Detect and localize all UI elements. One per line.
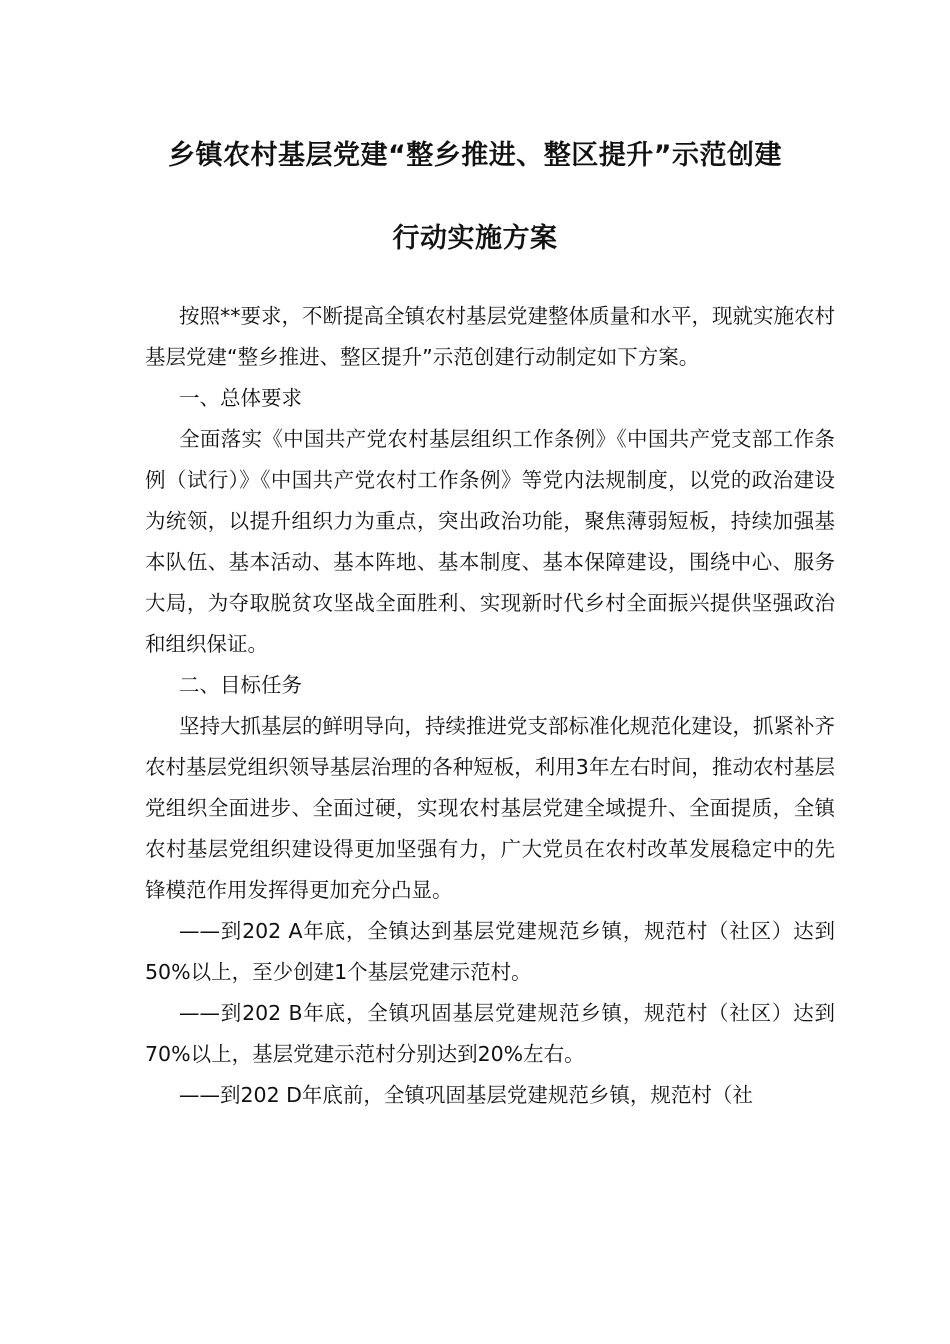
intro-paragraph: 按照**要求，不断提高全镇农村基层党建整体质量和水平，现就实施农村基层党建“整乡推进、整区提升”示范创建行动制定如下方案。: [145, 304, 835, 369]
goal-item-year-a: ——到202 A年底，全镇达到基层党建规范乡镇，规范村（社区）达到50%以上，至少创建1个基层党建示范村。: [145, 919, 835, 984]
document-title-line-2: 行动实施方案: [392, 223, 558, 254]
document-title-line-1: 乡镇农村基层党建“整乡推进、整区提升”示范创建: [168, 140, 782, 171]
section-heading-goals-tasks: 二、目标任务: [179, 673, 302, 697]
document-body: [145, 296, 835, 1116]
goals-tasks-paragraph: 坚持大抓基层的鲜明导向，持续推进党支部标准化规范化建设，抓紧补齐农村基层党组织领导基层治理的各种短板，利用3年左右时间，推动农村基层党组织全面进步、全面过硬，实现农村基层党建全域提升、全面提质，全镇农村基层党组织建设得更加坚强有力，广大党员在农村改革发展稳定中的先锋模范作用发挥得更加充分凸显。: [145, 714, 835, 902]
goal-item-year-b: ——到202 B年底，全镇巩固基层党建规范乡镇，规范村（社区）达到70%以上，基层党建示范村分别达到20%左右。: [145, 1001, 835, 1066]
general-requirements-paragraph: 全面落实《中国共产党农村基层组织工作条例》《中国共产党支部工作条例（试行）》《中国共产党农村工作条例》等党内法规制度，以党的政治建设为统领，以提升组织力为重点，突出政治功能，聚焦薄弱短板，持续加强基本队伍、基本活动、基本阵地、基本制度、基本保障建设，围绕中心、服务大局，为夺取脱贫攻坚战全面胜利、实现新时代乡村全面振兴提供坚强政治和组织保证。: [145, 427, 835, 656]
goal-item-year-d: ——到202 D年底前，全镇巩固基层党建规范乡镇，规范村（社: [179, 1083, 753, 1107]
section-heading-general-requirements: 一、总体要求: [179, 386, 302, 410]
